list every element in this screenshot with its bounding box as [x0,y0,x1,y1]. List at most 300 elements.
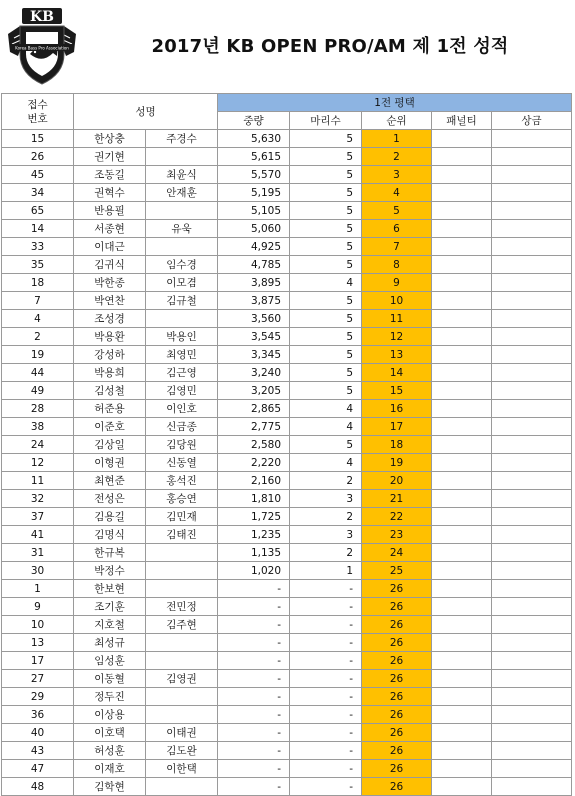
rank-cell: 26 [362,670,432,688]
weight-cell: 1,810 [218,490,290,508]
count-cell: 5 [290,346,362,364]
am-name-cell: 이한택 [146,760,218,778]
rank-cell: 7 [362,238,432,256]
am-name-cell: 최윤식 [146,166,218,184]
reg-no-cell: 35 [2,256,74,274]
count-cell: - [290,706,362,724]
reg-no-header-line1: 접수 [27,98,48,111]
am-name-cell: 박용인 [146,328,218,346]
table-row [2,634,572,652]
prize-cell [492,670,572,688]
count-cell: - [290,688,362,706]
weight-cell: - [218,634,290,652]
prize-cell [492,292,572,310]
prize-cell [492,346,572,364]
prize-cell [492,454,572,472]
reg-no-cell: 19 [2,346,74,364]
reg-no-cell: 13 [2,634,74,652]
count-cell: - [290,742,362,760]
reg-no-cell: 11 [2,472,74,490]
table-row [2,382,572,400]
reg-no-cell: 49 [2,382,74,400]
prize-cell [492,616,572,634]
pro-name-cell: 권기현 [74,148,146,166]
pro-name-cell: 서종현 [74,220,146,238]
am-name-cell [146,310,218,328]
pro-name-cell: 김성철 [74,382,146,400]
count-cell: 4 [290,454,362,472]
penalty-cell [432,562,492,580]
pro-name-cell: 이재호 [74,760,146,778]
rank-cell: 26 [362,706,432,724]
am-name-cell: 주경수 [146,130,218,148]
penalty-cell [432,346,492,364]
reg-no-cell: 14 [2,220,74,238]
reg-no-cell: 38 [2,418,74,436]
pro-name-cell: 이대근 [74,238,146,256]
pro-name-cell: 이호택 [74,724,146,742]
weight-cell: 3,345 [218,346,290,364]
weight-cell: 1,235 [218,526,290,544]
weight-cell: 2,865 [218,400,290,418]
penalty-cell [432,724,492,742]
penalty-cell [432,778,492,796]
prize-cell [492,472,572,490]
prize-cell [492,130,572,148]
am-name-cell: 이인호 [146,400,218,418]
rank-cell: 10 [362,292,432,310]
pro-name-cell: 이상용 [74,706,146,724]
prize-cell [492,148,572,166]
weight-cell: 5,615 [218,148,290,166]
prize-cell [492,508,572,526]
am-name-cell [146,688,218,706]
prize-cell [492,580,572,598]
table-row [2,670,572,688]
count-cell: 5 [290,202,362,220]
rank-cell: 24 [362,544,432,562]
count-header: 마리수 [290,112,362,130]
reg-no-cell: 26 [2,148,74,166]
penalty-cell [432,382,492,400]
penalty-cell [432,202,492,220]
penalty-cell [432,616,492,634]
am-name-cell [146,778,218,796]
table-row [2,580,572,598]
table-row [2,418,572,436]
reg-no-cell: 17 [2,652,74,670]
pro-name-cell: 김학현 [74,778,146,796]
count-cell: - [290,634,362,652]
table-row [2,364,572,382]
count-cell: 5 [290,310,362,328]
weight-cell: 2,220 [218,454,290,472]
weight-cell: - [218,778,290,796]
prize-cell [492,436,572,454]
penalty-cell [432,688,492,706]
prize-cell [492,562,572,580]
count-cell: 4 [290,274,362,292]
penalty-cell [432,148,492,166]
table-row [2,292,572,310]
prize-cell [492,760,572,778]
penalty-cell [432,310,492,328]
results-table [1,93,572,796]
rank-cell: 20 [362,472,432,490]
weight-cell: 1,135 [218,544,290,562]
weight-cell: - [218,670,290,688]
rank-cell: 17 [362,418,432,436]
weight-cell: 5,630 [218,130,290,148]
am-name-cell [146,706,218,724]
prize-cell [492,706,572,724]
table-row [2,472,572,490]
reg-no-header [2,94,74,130]
rank-cell: 23 [362,526,432,544]
pro-name-cell: 박한종 [74,274,146,292]
prize-cell [492,166,572,184]
reg-no-cell: 40 [2,724,74,742]
prize-cell [492,382,572,400]
reg-no-cell: 18 [2,274,74,292]
prize-cell [492,184,572,202]
pro-name-cell: 전성은 [74,490,146,508]
prize-cell [492,364,572,382]
table-row [2,274,572,292]
weight-cell: 2,580 [218,436,290,454]
pro-name-cell: 한규복 [74,544,146,562]
weight-cell: 5,060 [218,220,290,238]
rank-cell: 6 [362,220,432,238]
event-group-header: 1전 평택 [218,94,572,112]
am-name-cell: 김규철 [146,292,218,310]
reg-no-cell: 34 [2,184,74,202]
penalty-cell [432,274,492,292]
am-name-cell: 김주현 [146,616,218,634]
prize-cell [492,418,572,436]
penalty-cell [432,706,492,724]
table-row [2,778,572,796]
reg-no-cell: 10 [2,616,74,634]
prize-cell [492,274,572,292]
penalty-cell [432,364,492,382]
weight-cell: - [218,688,290,706]
penalty-cell [432,508,492,526]
am-name-cell [146,562,218,580]
count-cell: 2 [290,508,362,526]
am-name-cell: 김근영 [146,364,218,382]
reg-no-cell: 31 [2,544,74,562]
pro-name-cell: 지호철 [74,616,146,634]
weight-cell: - [218,616,290,634]
count-cell: 4 [290,418,362,436]
table-row [2,760,572,778]
reg-no-cell: 45 [2,166,74,184]
reg-no-cell: 48 [2,778,74,796]
penalty-cell [432,436,492,454]
rank-cell: 5 [362,202,432,220]
reg-no-cell: 43 [2,742,74,760]
count-cell: - [290,598,362,616]
name-header: 성명 [74,94,218,130]
am-name-cell: 이태권 [146,724,218,742]
pro-name-cell: 정두진 [74,688,146,706]
rank-cell: 14 [362,364,432,382]
table-row [2,652,572,670]
table-row [2,598,572,616]
reg-no-cell: 32 [2,490,74,508]
am-name-cell: 전민정 [146,598,218,616]
count-cell: 1 [290,562,362,580]
reg-no-cell: 15 [2,130,74,148]
weight-cell: - [218,598,290,616]
weight-cell: 5,105 [218,202,290,220]
pro-name-cell: 박연찬 [74,292,146,310]
count-cell: 4 [290,400,362,418]
rank-cell: 26 [362,652,432,670]
table-row [2,184,572,202]
table-row [2,436,572,454]
pro-name-cell: 허성훈 [74,742,146,760]
kb-logo [4,4,80,88]
rank-cell: 1 [362,130,432,148]
weight-cell: - [218,760,290,778]
reg-no-cell: 33 [2,238,74,256]
count-cell: 2 [290,544,362,562]
table-row [2,508,572,526]
reg-no-cell: 44 [2,364,74,382]
reg-no-cell: 47 [2,760,74,778]
pro-name-cell: 권혁수 [74,184,146,202]
am-name-cell: 홍석진 [146,472,218,490]
pro-name-cell: 김귀식 [74,256,146,274]
count-cell: 2 [290,472,362,490]
pro-name-cell: 이형권 [74,454,146,472]
pro-name-cell: 박용환 [74,328,146,346]
pro-name-cell: 박용희 [74,364,146,382]
am-name-cell: 이모겸 [146,274,218,292]
am-name-cell: 김영권 [146,670,218,688]
prize-cell [492,256,572,274]
weight-cell: 5,195 [218,184,290,202]
weight-cell: - [218,580,290,598]
count-cell: - [290,616,362,634]
rank-cell: 26 [362,778,432,796]
pro-name-cell: 허준용 [74,400,146,418]
penalty-cell [432,670,492,688]
rank-cell: 2 [362,148,432,166]
am-name-cell: 신금종 [146,418,218,436]
count-cell: 5 [290,436,362,454]
count-cell: - [290,580,362,598]
rank-cell: 16 [362,400,432,418]
am-name-cell: 김민재 [146,508,218,526]
count-cell: 5 [290,148,362,166]
reg-no-cell: 27 [2,670,74,688]
rank-cell: 26 [362,724,432,742]
table-row [2,166,572,184]
table-row [2,238,572,256]
rank-cell: 19 [362,454,432,472]
rank-cell: 13 [362,346,432,364]
penalty-cell [432,454,492,472]
count-cell: - [290,760,362,778]
rank-cell: 26 [362,598,432,616]
prize-cell [492,310,572,328]
page-title: 2017년 KB OPEN PRO/AM 제 1전 성적 [151,36,509,57]
rank-cell: 26 [362,634,432,652]
rank-cell: 3 [362,166,432,184]
rank-cell: 8 [362,256,432,274]
reg-no-cell: 28 [2,400,74,418]
table-row [2,454,572,472]
count-cell: - [290,652,362,670]
prize-cell [492,526,572,544]
table-row [2,310,572,328]
rank-cell: 22 [362,508,432,526]
weight-cell: 1,725 [218,508,290,526]
penalty-cell [432,526,492,544]
am-name-cell [146,634,218,652]
penalty-cell [432,760,492,778]
results-table-wrapper [1,93,572,796]
am-name-cell [146,238,218,256]
table-row [2,688,572,706]
table-row [2,724,572,742]
prize-header: 상금 [492,112,572,130]
reg-no-cell: 24 [2,436,74,454]
penalty-cell [432,400,492,418]
penalty-cell [432,292,492,310]
rank-cell: 11 [362,310,432,328]
count-cell: 5 [290,184,362,202]
rank-cell: 26 [362,580,432,598]
count-cell: 5 [290,166,362,184]
table-row [2,328,572,346]
am-name-cell: 안재훈 [146,184,218,202]
table-row [2,490,572,508]
table-row [2,220,572,238]
penalty-cell [432,490,492,508]
weight-cell: 4,785 [218,256,290,274]
weight-cell: 1,020 [218,562,290,580]
weight-cell: - [218,652,290,670]
count-cell: 5 [290,238,362,256]
table-row [2,562,572,580]
results-body [2,130,572,796]
penalty-cell [432,544,492,562]
reg-no-cell: 41 [2,526,74,544]
count-cell: 5 [290,256,362,274]
penalty-header: 패널티 [432,112,492,130]
weight-cell: - [218,706,290,724]
prize-cell [492,220,572,238]
weight-cell: 3,560 [218,310,290,328]
rank-cell: 21 [362,490,432,508]
weight-cell: 3,895 [218,274,290,292]
count-cell: 5 [290,220,362,238]
prize-cell [492,202,572,220]
weight-cell: 3,545 [218,328,290,346]
reg-no-cell: 65 [2,202,74,220]
count-cell: 5 [290,130,362,148]
am-name-cell: 최영민 [146,346,218,364]
penalty-cell [432,418,492,436]
rank-cell: 12 [362,328,432,346]
pro-name-cell: 박정수 [74,562,146,580]
reg-no-cell: 1 [2,580,74,598]
count-cell: - [290,724,362,742]
weight-cell: 5,570 [218,166,290,184]
am-name-cell: 홍승연 [146,490,218,508]
weight-cell: 4,925 [218,238,290,256]
count-cell: - [290,778,362,796]
pro-name-cell: 조성경 [74,310,146,328]
pro-name-cell: 한상충 [74,130,146,148]
penalty-cell [432,598,492,616]
penalty-cell [432,130,492,148]
reg-no-cell: 9 [2,598,74,616]
rank-cell: 15 [362,382,432,400]
pro-name-cell: 이준호 [74,418,146,436]
penalty-cell [432,472,492,490]
table-row [2,346,572,364]
pro-name-cell: 김용길 [74,508,146,526]
weight-cell: 2,775 [218,418,290,436]
reg-no-cell: 29 [2,688,74,706]
am-name-cell [146,148,218,166]
count-cell: 5 [290,364,362,382]
pro-name-cell: 조기훈 [74,598,146,616]
prize-cell [492,598,572,616]
count-cell: 5 [290,382,362,400]
penalty-cell [432,166,492,184]
pro-name-cell: 최성규 [74,634,146,652]
penalty-cell [432,220,492,238]
penalty-cell [432,634,492,652]
table-row [2,526,572,544]
rank-cell: 18 [362,436,432,454]
pro-name-cell: 김명식 [74,526,146,544]
rank-cell: 25 [362,562,432,580]
prize-cell [492,634,572,652]
table-row [2,616,572,634]
pro-name-cell: 임성훈 [74,652,146,670]
am-name-cell: 임수경 [146,256,218,274]
table-row [2,400,572,418]
pro-name-cell: 강성하 [74,346,146,364]
reg-no-cell: 37 [2,508,74,526]
penalty-cell [432,652,492,670]
pro-name-cell: 반용필 [74,202,146,220]
weight-cell: - [218,742,290,760]
prize-cell [492,688,572,706]
kb-emblem-icon [4,4,80,88]
reg-no-cell: 4 [2,310,74,328]
am-name-cell [146,544,218,562]
penalty-cell [432,328,492,346]
header-row-1 [2,94,572,112]
table-row [2,706,572,724]
am-name-cell: 김도완 [146,742,218,760]
weight-cell: - [218,724,290,742]
rank-cell: 26 [362,760,432,778]
am-name-cell: 신동열 [146,454,218,472]
pro-name-cell: 이동혈 [74,670,146,688]
penalty-cell [432,238,492,256]
am-name-cell [146,652,218,670]
reg-no-header-line2: 번호 [27,112,48,125]
